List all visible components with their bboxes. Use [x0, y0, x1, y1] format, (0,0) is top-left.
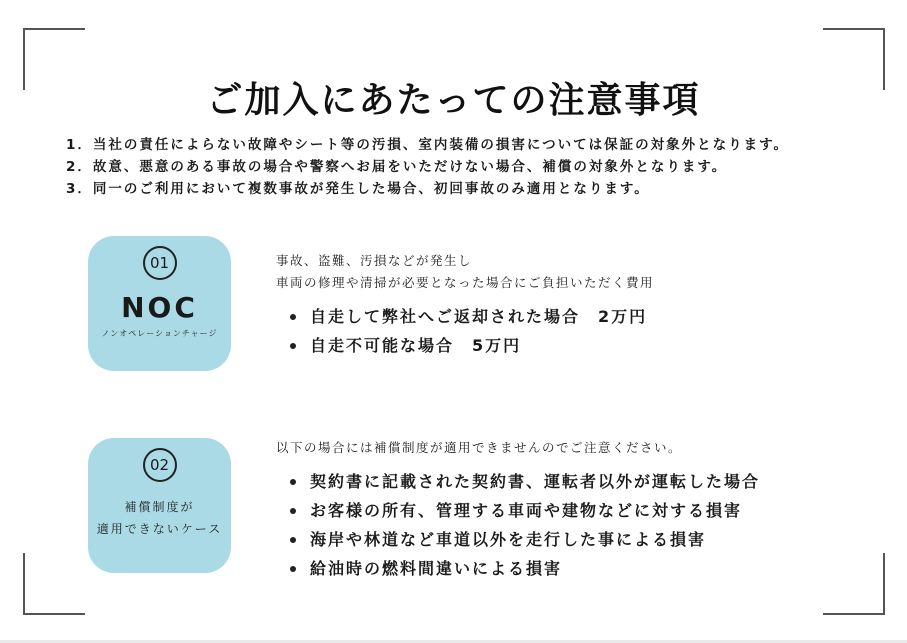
section-number-badge: 01	[143, 246, 177, 280]
section-description: 以下の場合には補償制度が適用できませんのでご注意ください。	[276, 440, 683, 455]
page-title: ご加入にあたっての注意事項	[206, 80, 701, 121]
noc-subheading: ノンオペレーションチャージ	[101, 329, 218, 338]
section-description: 車両の修理や清掃が必要となった場合にご負担いただく費用	[276, 275, 655, 290]
noc-section	[276, 250, 654, 360]
note-item: 1．当社の責任によらない故障やシート等の汚損、室内装備の損害については保証の対象外となります。	[66, 137, 790, 153]
noc-card	[88, 236, 231, 371]
list-item: 海岸や林道など車道以外を走行した事による損害	[276, 525, 760, 554]
notes-list	[66, 134, 789, 200]
frame-corner-bottom-left	[23, 553, 85, 615]
list-item: お客様の所有、管理する車両や建物などに対する損害	[276, 496, 760, 525]
noc-heading: NOC	[121, 291, 198, 324]
exclusion-section	[276, 437, 760, 583]
section-number-badge: 02	[143, 448, 177, 482]
note-item: 2．故意、悪意のある事故の場合や警察へお届をいただけない場合、補償の対象外となります。	[66, 159, 728, 175]
exclusion-heading-line: 適用できないケース	[96, 522, 223, 536]
exclusion-card	[88, 438, 231, 573]
bullet-list	[276, 467, 760, 583]
exclusion-heading	[97, 496, 222, 540]
frame-corner-bottom-right	[823, 553, 885, 615]
note-item: 3．同一のご利用において複数事故が発生した場合、初回事故のみ適用となります。	[66, 181, 650, 197]
list-item: 契約書に記載された契約書、運転者以外が運転した場合	[276, 467, 760, 496]
bullet-list	[276, 302, 654, 360]
list-item: 給油時の燃料間違いによる損害	[276, 554, 760, 583]
section-description: 事故、盗難、汚損などが発生し	[276, 253, 473, 268]
exclusion-heading-line: 補償制度が	[124, 500, 195, 514]
list-item: 自走不可能な場合 5万円	[276, 331, 654, 360]
list-item: 自走して弊社へご返却された場合 2万円	[276, 302, 654, 331]
